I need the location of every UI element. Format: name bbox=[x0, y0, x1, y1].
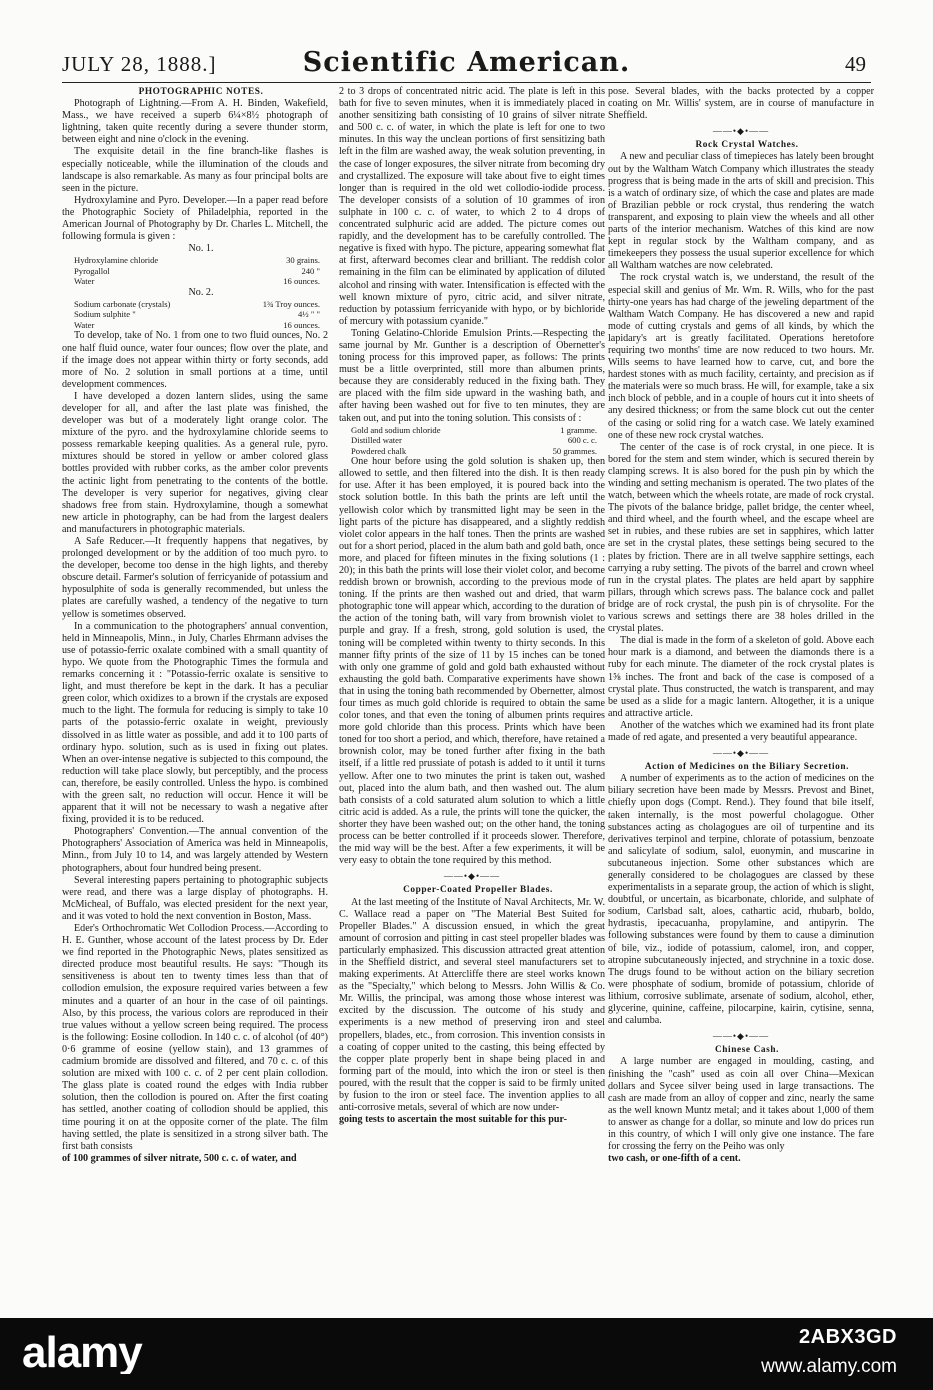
section-heading-propeller-blades: Copper-Coated Propeller Blades. bbox=[403, 885, 553, 896]
section-heading-biliary-secretion: Action of Medicines on the Biliary Secretion. bbox=[644, 762, 850, 773]
paragraph: Photographers' Convention.—The annual convention of the Photographers' Association of America was held in Minneapolis, Minn., from July 10 to 14, and was largely attended by Western photographers, about four hundred being present. bbox=[62, 826, 328, 874]
section-heading-chinese-cash: Chinese Cash. bbox=[714, 1045, 780, 1056]
page-number: 49 bbox=[845, 52, 866, 76]
masthead-title: Scientific American. bbox=[302, 47, 631, 78]
formula-row: Distilled water 600 c. c. bbox=[351, 435, 597, 446]
paragraph: Photograph of Lightning.—From A. H. Binden, Wakefield, Mass., we have received a superb 6¼×8½ photograph of lightning, taken quite recently during a severe thunder storm, between eight and nine o'clock in the evening. bbox=[62, 98, 328, 146]
column-3 bbox=[608, 86, 874, 1296]
formula-row: Gold and sodium chloride 1 gramme. bbox=[351, 424, 597, 435]
formula-row: Sodium carbonate (crystals) 1¾ Troy ounces. bbox=[74, 298, 320, 309]
column-last-line: of 100 grammes of silver nitrate, 500 c. c. of water, and bbox=[62, 1152, 297, 1164]
paragraph: I have developed a dozen lantern slides, using the same developer for all, and after the last plate was finished, the developer was but of a moderately light orange color. The mixture of the pyro. and the hydroxylamine chloride seems to possess remarkable keeping qualities. As a general rule, pyro. mixtures should be stored in yellow or amber colored glass bottles provided with rubber corks, as the amber color prevents the actinic light from penetrating to the contents of the bottle. The developer is very superior for negatives, giving clear shadows free from stain. Hydroxylamine, though a somewhat new article in photography, can be had from the largest dealers and manufacturers in photographic materials. bbox=[62, 390, 328, 535]
paragraph: A number of experiments as to the action of medicines on the biliary secretion have been made by Messrs. Prevost and Binet, chiefly upon dogs (Compt. Rend.). They found that bile itself, taken internally, is the most powerful cholagogue. Other substances acting as cholagogues are oil of turpentine and its derivatives terpinol and terpine, chlorate of potassium, benzoate and salicylate of sodium, salol, euonymin, and muscarine in subcutaneous injection. Some other substances which are generally considered to be cholagogues are classed by these experimentalists in a separate group, the action of which is slight, doubtful, or uncertain, as bicarbonate, chloride, and sulphate of sodium, Carlsbad salt, aloes, cathartic acid, rhubarb, boldo, hydrastis, ipecacuanha, propylamine, and antipyrin. The following substances were found by them to cause a diminution of bile, viz., iodide of potassium, calomel, iron, and copper, atropine subcutaneously injected, and strychnine in a toxic dose. The drugs found to be without action on the biliary secretion were phosphate of sodium, bromide of potassium, chloride of lithium, corrosive sublimate, arsenate of sodium, alcohol, ether, glycerine, quinine, caffeine, pilocarpine, kairin, cytisine, senna, and calumba. bbox=[608, 773, 874, 1027]
paragraph: The exquisite detail in the fine branch-like flashes is especially noticeable, while the illumination of the clouds and landscape is also remarkable. As many as four principal bolts are seen in the picture. bbox=[62, 146, 328, 194]
paragraph: Several interesting papers pertaining to photographic subjects were read, and there was a large display of photographs. H. McMicheal, of Buffalo, was elected president for the next year, and it was voted to hold the next convention in Boston, Mass. bbox=[62, 874, 328, 922]
issue-date: JULY 28, 1888.] bbox=[62, 52, 217, 76]
alamy-logo bbox=[22, 1332, 252, 1374]
image-id: 2ABX3GD bbox=[799, 1326, 897, 1348]
section-ornament: ——•◆•—— bbox=[712, 1031, 770, 1042]
header-rule bbox=[62, 82, 871, 83]
paragraph: To develop, take of No. 1 from one to two fluid ounces, No. 2 one half fluid ounce, water four ounces; flow over the plate, and if the image does not appear within thirty or forty seconds, add more of No. 2 solution in small portions at a time, until development commences. bbox=[62, 330, 328, 390]
paragraph: Hydroxylamine and Pyro. Developer.—In a paper read before the Photographic Society of Philadelphia, reported in the American Journal of Photography by Dr. Charles L. Mitchell, the following formula is given : bbox=[62, 194, 328, 243]
paragraph: The rock crystal watch is, we understand, the result of the especial skill and genius of Mr. Wm. R. Wills, who for the past thirty-one years has had charge of the jeweling department of the Waltham Watch Company. He has discovered a new and rapid mode of cutting crystals and gems of all kinds, by which the lapidary's art is greatly facilitated. Operations heretofore requiring two months' time are now reduced to two hours. Mr. Wills seems to have learned how to carve, cut, and bore the hardest stones with as much facility, certainty, and precision as if the materials were so much brass. He will, for example, take a six inch block of pebble, and in a couple of hours cut it into sheets of any desired thickness; or from the same block cut out the center of the casing or solid ring for a watch case. We lately examined one of these new rock crystal watches. bbox=[608, 272, 874, 441]
paragraph: At the last meeting of the Institute of Naval Architects, Mr. W. C. Wallace read a paper on "The Material Best Suited for Propeller Blades." A discussion ensued, in which the great amount of corrosion and pitting in cast steel propeller blades was particularly emphasized. This discussion attracted great attention in the Sheffield district, and several steel manufacturers set to making experiments. At Attercliffe there are steel works known as the "Specialty," which belong to Messrs. John Willis & Co. Mr. Willis, the principal, was among those whose interest was excited by the discussion. The outcome of his study and experiments is a new method of preserving iron and steel propellers, blades, etc., from corrosion. This invention consists in a coating of copper united to the casting, this being effected by the copper plate properly bent in shape being placed in and forming part of the mould, into which the iron or steel is then poured, with the result that the copper is said to be firmly united by fusion to the iron or steel face. The invention applies to all anti-corrosive metals, several of which are now under- bbox=[339, 896, 605, 1114]
paragraph: 2 to 3 drops of concentrated nitric acid. The plate is left in this bath for five to seven minutes, when it is immediately placed in another sensitizing bath consisting of 10 grains of silver nitrate and 500 c. c. of water, in which the plate is left for one to two minutes. In this way the unclean portions of first sensitizing bath left in the film are washed away, the weak solution preventing, in the case of longer exposures, the silver nitrate from becoming dry and crystallized. The exposure will take about five to eight times longer than is required in the old wet collodio-iodide process. The developer consists of a solution of 10 grammes of iron sulphate in 100 c. c. of water, to which 2 to 4 drops of concentrated sulphuric acid are added. The picture comes out rapidly, and the development has to be carefully controlled. The negative is fixed with hypo. The picture, appearing somewhat flat at first, afterward becomes clear and brilliant. The reddish color remaining in the film can be eliminated by application of diluted alcohol and rinsing with water. Intensification is effected with the well known mixture of pyro, citric acid, and silver nitrate, reduction by potassium ferricyanide with hypo, or by bichloride of mercury with potassium cyanide." bbox=[339, 86, 605, 327]
formula-table-1 bbox=[62, 255, 328, 287]
paragraph: The dial is made in the form of a skeleton of gold. Above each hour mark is a diamond, and between the diamonds there is a ruby for each minute. The diameter of the rock crystal plates is 1⅝ inches. The front and back of the case is composed of a crystal plate. Thus constructed, the watch is transparent, and may be used as a slide for a magic lantern. Altogether, it is a unique and attractive article. bbox=[608, 635, 874, 719]
paragraph: In a communication to the photographers' annual convention, held in Minneapolis, Minn., in July, Charles Ehrmann advises the use of potassio-ferric oxalate combined with a small quantity of hypo. We quote from the Photographic Times the formula and remarks concerning it : "Potassio-ferric oxalate is sensitive to light, and must therefore be kept in the dark. It has a peculiar green color, which oxidizes to a brown if the crystals are exposed much to the light. The formula for reducing is simply to take 10 parts of the potassio-ferric oxalate in weight, previously dissolved in as little water as possible, and add it to 100 parts of ordinary hypo. solution, such as is used in fixing out plates. When an over-intense negative is subjected to this compound, the reduction will take place slowly, but perceptibly, and the process can, therefore, be easily controlled. Unless the hypo. is combined with the green salt, no reduction will occur. Hence it will be apparent that it will not be necessary to wash a negative after fixing, provided it is to be reduced. bbox=[62, 620, 328, 826]
section-ornament: ——•◆•—— bbox=[712, 748, 770, 759]
paragraph: A new and peculiar class of timepieces has lately been brought out by the Waltham Watch Company which illustrates the steady progress that is being made in the arts of skill and precision. This is a watch of ordinary size, of which the case and plates are made of Brazilian pebble or rock crystal, thus rendering the watch transparent, and exposing to plain view the wheels and all other parts of the interior mechanism. Watches of this kind are now kept in regular stock by the Waltham company, and as timekeepers they possess the usual superior excellence for which all Waltham watches are now celebrated. bbox=[608, 151, 874, 272]
section-ornament: ——•◆•—— bbox=[443, 871, 501, 882]
column-last-line: going tests to ascertain the most suitable for this pur- bbox=[339, 1114, 567, 1126]
paragraph: One hour before using the gold solution is shaken up, then allowed to settle, and then filtered into the dish. It is then ready for use. After it has been employed, it is poured back into the stock solution bottle. In this bath the prints are left until the yellowish color which by transmitted light may be seen in the light parts of the picture has disappeared, and a slightly reddish violet color appears in the half tones. Then the prints are washed out for a short period, placed in the alum bath and gold bath, once more, and placed for fifteen minutes in the fixing solutions (1 : 20); in this bath the prints will lose their violet color, and become reddish brown or brownish, according to the previous mode of toning. If the prints are then washed out and dried, that warm photographic tone will appear which, according to the duration of the action of the toning bath, will vary from brownish violet to purple and gray. If a fresh, strong, gold solution is used, the toning will be completed within twenty to thirty seconds. In this manner fifty prints of the size of 11 by 15 inches can be toned with only one gramme of gold and gold bath exhausted without exhausting the gold bath. Comparative experiments have shown that in using the toning bath recommended by Obernetter, almost four times as much gold chloride is required to obtain the same color tones, and that even the toning of albumen prints requires more gold chloride than this process. Prints which have been toned for too short a period, and which, therefore, have retained a brownish color, may be toned further after fixing in the bath itself, if a little red prussiate of potash is added to it until it turns yellow. After one to two minutes the print is taken out, washed out, placed into the alum bath, and then washed out. The alum bath consists of a cold saturated alum solution to which a little citric acid is added. As a rule, the prints will tone the quicker, the shorter they have been washed out; on the other hand, the toning process can be better controlled if it proceeds slower. Therefore, the mid way will be the best. After a few experiments, it will be very easy to obtain the tone required by this method. bbox=[339, 456, 605, 867]
watermark-banner bbox=[0, 1318, 933, 1390]
formula-row: Water 16 ounces. bbox=[74, 276, 320, 287]
section-ornament: ——•◆•—— bbox=[712, 126, 770, 137]
formula-row: Pyrogallol 240 " bbox=[74, 265, 320, 276]
formula-row: Water 16 ounces. bbox=[74, 319, 320, 330]
section-heading-photographic-notes: PHOTOGRAPHIC NOTES. bbox=[138, 87, 264, 97]
paragraph: The center of the case is of rock crystal, in one piece. It is bored for the stem and stem winder, which is secured therein by clamping screws. It is also bored for the push pin by which the winding and setting mechanism is operated. The two plates of the watch, between which the wheels rotate, are made of rock crystal. The pivots of the balance bridge, pallet bridge, the center wheel, and third wheel, and the fourth wheel, and the escape wheel are set in rubies, and these rubies are set in sapphires, which latter are set in the crystal plates, these settings being secured to the plates by friction. There are in all twelve sapphire settings, each carrying a ruby setting. The pivots of the barrel and crown wheel run in the crystal plates. The plates are held apart by sapphire pillars, through which screws pass. The balance cock and pallet bridge are of rock crystal, the push pin is of chrysolite. For the various screws and settings there are 38 holes drilled in the crystal plates. bbox=[608, 441, 874, 635]
alamy-logo-text: alamy bbox=[22, 1332, 142, 1374]
formula-label: No. 1. bbox=[188, 243, 214, 255]
formula-row: Sodium sulphite " 4½ " " bbox=[74, 309, 320, 320]
paragraph: pose. Several blades, with the backs protected by a copper coating on Mr. Willis' system, are in course of manufacture in Sheffield. bbox=[608, 86, 874, 122]
column-last-line: two cash, or one-fifth of a cent. bbox=[608, 1153, 741, 1165]
formula-label: No. 2. bbox=[188, 286, 214, 298]
formula-table-3 bbox=[339, 425, 605, 457]
paragraph: Another of the watches which we examined had its front plate made of red agate, and presented a very beautiful appearance. bbox=[608, 719, 874, 743]
alamy-logo-graphic bbox=[22, 1332, 252, 1374]
formula-row: Hydroxylamine chloride 30 grains. bbox=[74, 255, 320, 266]
paragraph: Toning Gelatino-Chloride Emulsion Prints.—Respecting the same journal by Mr. Gunther is a description of Obernetter's toning process for this improved paper, as follows: The prints must be a little overprinted, still more than albumen prints, because they are considerably reduced in the fixing bath. They are placed with the film side upward in the washing bath, and after having been washed out for five to ten minutes, they are taken out, and put into the toning solution. This consists of : bbox=[339, 327, 605, 424]
column-1 bbox=[62, 86, 328, 1296]
section-heading-rock-crystal-watches: Rock Crystal Watches. bbox=[695, 140, 799, 151]
paragraph: A large number are engaged in moulding, casting, and finishing the "cash" used as coin all over China—Mexican dollars and Sycee silver being used in large transactions. The cash are made from an alloy of copper and zinc, nearly the same as the well known Muntz metal; and it takes about 1,000 of them to answer as change for a dollar, so minute and low do prices run in this country, of which I will only give one instance. The fare for crossing the ferry on the Peiho was only bbox=[608, 1056, 874, 1153]
formula-row: Powdered chalk 50 grammes. bbox=[351, 445, 597, 456]
watermark-url: www.alamy.com bbox=[761, 1356, 897, 1377]
column-2 bbox=[339, 86, 605, 1296]
formula-table-2 bbox=[62, 299, 328, 331]
paragraph: A Safe Reducer.—It frequently happens that negatives, by prolonged development or by the addition of too much pyro. to the developer, become too dense in the high lights, and thereby obscure detail. Farmer's solution of ferricyanide of potassium and hyposulphite of soda is generally recommended, but unless the plates are carefully washed, a tendency of the negative to turn yellow is sometimes observed. bbox=[62, 536, 328, 620]
paragraph: Eder's Orthochromatic Wet Collodion Process.—According to H. E. Gunther, whose account of the latest process by Dr. Eder we find reported in the Photographic News, plates sensitized as directed produce most beautiful results. He says: "Though its sensitiveness is about ten to twenty times less than that of collodion emulsion, the exposure required varies between a few minutes and a quarter of an hour in the case of oil paintings. Also, by this process, the various colors are reproduced in their true values without a yellow screen being required. The process is the following: Eosine collodion. In 140 c. c. of alcohol (of 40°) 0·6 gramme of eosine (yellow stain), and 13 grammes of cadmium bromide are dissolved and filtered, and 70 c. c. of this solution are mixed with 100 c. c. of 2 per cent plain collodion. The glass plate is coated round the edges with India rubber solution, then the collodion is poured on. After the first coating has settled, another coating of collodion should be applied, this time pouring it on at the opposite corner of the plate. The film having settled, the plate is sensitized in a strong silver bath. The first bath consists bbox=[62, 923, 328, 1152]
